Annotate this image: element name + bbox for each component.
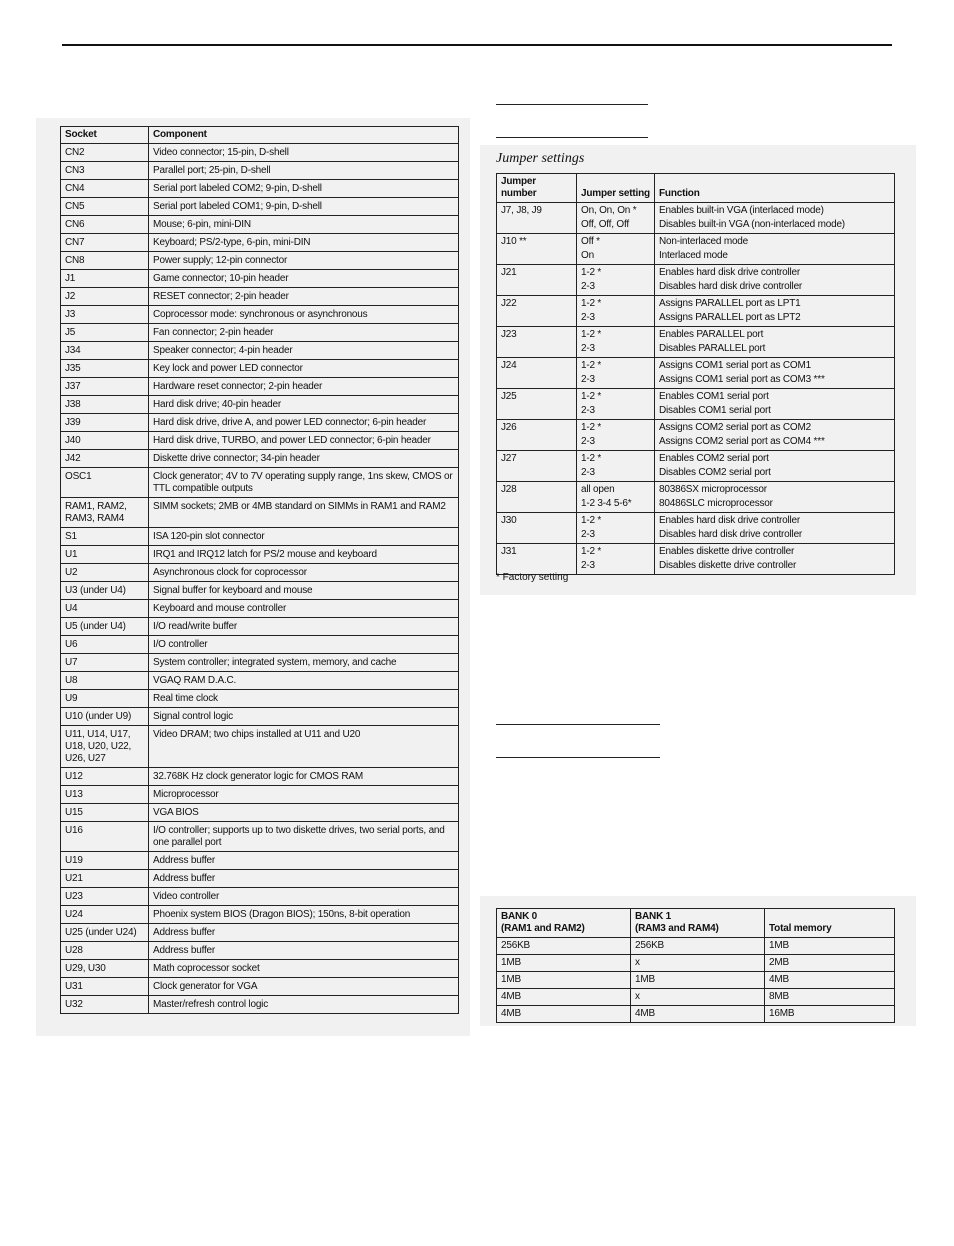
table-row xyxy=(61,978,459,996)
jumper-setting-value: 2-3 xyxy=(581,374,595,385)
jumper-setting-cell xyxy=(577,234,655,265)
jumper-function-text: 80386SX microprocessor xyxy=(659,484,767,495)
component-cell: I/O controller xyxy=(149,636,459,654)
socket-cell: S1 xyxy=(61,528,149,546)
table-row xyxy=(61,198,459,216)
jumper-setting-cell xyxy=(577,358,655,389)
component-cell: Diskette drive connector; 34-pin header xyxy=(149,450,459,468)
component-cell: Serial port labeled COM1; 9-pin, D-shell xyxy=(149,198,459,216)
table-row xyxy=(61,162,459,180)
jumper-setting-value: Off * xyxy=(581,236,600,247)
component-cell: Game connector; 10-pin header xyxy=(149,270,459,288)
socket-cell: U21 xyxy=(61,870,149,888)
component-cell: Hard disk drive, drive A, and power LED connector; 6-pin header xyxy=(149,414,459,432)
blank-heading-rule-4 xyxy=(496,757,660,758)
table-row xyxy=(497,389,895,420)
component-cell: Power supply; 12-pin connector xyxy=(149,252,459,270)
jumper-setting-cell xyxy=(577,544,655,575)
socket-cell: U15 xyxy=(61,804,149,822)
table-row xyxy=(61,636,459,654)
component-cell: Address buffer xyxy=(149,924,459,942)
table-row xyxy=(61,234,459,252)
jumper-function-text: Enables COM2 serial port xyxy=(659,453,769,464)
component-cell: Key lock and power LED connector xyxy=(149,360,459,378)
table-row xyxy=(497,955,895,972)
jumper-setting-cell xyxy=(577,296,655,327)
factory-setting-footnote: * Factory setting xyxy=(496,572,569,583)
table-row xyxy=(497,482,895,513)
jumper-setting-value: 2-3 xyxy=(581,467,595,478)
jumper-setting-value: 1-2 * xyxy=(581,453,602,464)
table-row xyxy=(497,972,895,989)
jumper-function-text: Assigns PARALLEL port as LPT1 xyxy=(659,298,801,309)
jumper-settings-caption: Jumper settings xyxy=(496,151,585,166)
jumper-function-text: Disables PARALLEL port xyxy=(659,343,766,354)
jumper-setting-value: 1-2 * xyxy=(581,267,602,278)
socket-cell: J38 xyxy=(61,396,149,414)
jumper-setting-value: Off, Off, Off xyxy=(581,219,629,230)
component-cell: Coprocessor mode: synchronous or asynchronous xyxy=(149,306,459,324)
socket-cell: CN3 xyxy=(61,162,149,180)
table-row xyxy=(61,618,459,636)
bank0-cell: 1MB xyxy=(497,955,631,972)
jumper-function-text: Disables built-in VGA (non-interlaced mode) xyxy=(659,219,845,230)
jumper-function-text: Enables COM1 serial port xyxy=(659,391,769,402)
table-row xyxy=(497,544,895,575)
socket-cell: J34 xyxy=(61,342,149,360)
component-cell: Hard disk drive; 40-pin header xyxy=(149,396,459,414)
socket-cell: U7 xyxy=(61,654,149,672)
table-row xyxy=(61,378,459,396)
jumper-function-text: Enables hard disk drive controller xyxy=(659,267,801,278)
jumper-function-cell xyxy=(655,358,895,389)
socket-cell: U3 (under U4) xyxy=(61,582,149,600)
bank0-cell: 256KB xyxy=(497,938,631,955)
jumper-function-text: Disables COM1 serial port xyxy=(659,405,771,416)
component-cell: IRQ1 and IRQ12 latch for PS/2 mouse and keyboard xyxy=(149,546,459,564)
socket-cell: CN2 xyxy=(61,144,149,162)
jumper-setting-value: 2-3 xyxy=(581,343,595,354)
table-row xyxy=(497,451,895,482)
memory-table-header-row xyxy=(497,909,895,938)
socket-cell: U5 (under U4) xyxy=(61,618,149,636)
component-cell: Keyboard and mouse controller xyxy=(149,600,459,618)
socket-cell: U10 (under U9) xyxy=(61,708,149,726)
socket-cell: U1 xyxy=(61,546,149,564)
table-row xyxy=(61,582,459,600)
jumper-setting-value: 1-2 * xyxy=(581,391,602,402)
table-row xyxy=(61,708,459,726)
bank1-cell: x xyxy=(631,955,765,972)
total-memory-header: Total memory xyxy=(765,909,895,938)
socket-cell: U31 xyxy=(61,978,149,996)
table-row xyxy=(61,690,459,708)
jumper-function-cell xyxy=(655,203,895,234)
jumper-function-cell xyxy=(655,234,895,265)
blank-heading-rule-1 xyxy=(496,104,648,105)
component-cell: VGA BIOS xyxy=(149,804,459,822)
socket-cell: J40 xyxy=(61,432,149,450)
component-cell: Mouse; 6-pin, mini-DIN xyxy=(149,216,459,234)
jumper-function-text: Assigns COM1 serial port as COM3 *** xyxy=(659,374,825,385)
jumper-function-text: Disables hard disk drive controller xyxy=(659,281,803,292)
component-cell: Speaker connector; 4-pin header xyxy=(149,342,459,360)
jumper-setting-value: 2-3 xyxy=(581,560,595,571)
jumper-setting-cell xyxy=(577,327,655,358)
component-cell: System controller; integrated system, memory, and cache xyxy=(149,654,459,672)
bank0-header xyxy=(497,909,631,938)
socket-cell: J1 xyxy=(61,270,149,288)
table-row xyxy=(61,906,459,924)
table-row xyxy=(61,804,459,822)
jumper-function-cell xyxy=(655,327,895,358)
table-row xyxy=(61,342,459,360)
jumper-function-cell xyxy=(655,513,895,544)
bank1-cell: x xyxy=(631,989,765,1006)
jumper-function-text: Assigns COM2 serial port as COM4 *** xyxy=(659,436,825,447)
component-cell: Clock generator for VGA xyxy=(149,978,459,996)
jumper-number-cell: J21 xyxy=(497,265,577,296)
bank1-header-line2: (RAM3 and RAM4) xyxy=(635,923,719,934)
jumper-function-text: Enables PARALLEL port xyxy=(659,329,764,340)
jumper-setting-header: Jumper setting xyxy=(577,174,655,203)
jumper-function-text: Non-interlaced mode xyxy=(659,236,749,247)
jumper-number-cell: J7, J8, J9 xyxy=(497,203,577,234)
socket-cell: J39 xyxy=(61,414,149,432)
table-row xyxy=(61,396,459,414)
jumper-setting-cell xyxy=(577,513,655,544)
socket-cell: U11, U14, U17, U18, U20, U22, U26, U27 xyxy=(61,726,149,768)
table-row xyxy=(497,265,895,296)
table-row xyxy=(61,600,459,618)
bank0-cell: 4MB xyxy=(497,1006,631,1023)
socket-cell: U6 xyxy=(61,636,149,654)
jumper-function-text: 80486SLC microprocessor xyxy=(659,498,773,509)
jumper-setting-value: all open xyxy=(581,484,615,495)
socket-cell: CN5 xyxy=(61,198,149,216)
socket-cell: J2 xyxy=(61,288,149,306)
table-row xyxy=(497,420,895,451)
jumper-number-cell: J24 xyxy=(497,358,577,389)
socket-cell: U25 (under U24) xyxy=(61,924,149,942)
table-row xyxy=(61,870,459,888)
table-row xyxy=(61,726,459,768)
table-row xyxy=(61,432,459,450)
component-cell: Hard disk drive, TURBO, and power LED connector; 6-pin header xyxy=(149,432,459,450)
bank0-cell: 1MB xyxy=(497,972,631,989)
table-row xyxy=(61,546,459,564)
bank1-cell: 256KB xyxy=(631,938,765,955)
table-row xyxy=(61,144,459,162)
table-row xyxy=(497,989,895,1006)
bank1-cell: 4MB xyxy=(631,1006,765,1023)
component-cell: RESET connector; 2-pin header xyxy=(149,288,459,306)
socket-cell: U19 xyxy=(61,852,149,870)
socket-cell: CN4 xyxy=(61,180,149,198)
table-row xyxy=(61,888,459,906)
total-memory-cell: 16MB xyxy=(765,1006,895,1023)
table-row xyxy=(497,513,895,544)
table-row xyxy=(61,360,459,378)
table-row xyxy=(61,468,459,498)
table-row xyxy=(61,180,459,198)
table-row xyxy=(61,786,459,804)
jumper-setting-value: 1-2 * xyxy=(581,360,602,371)
socket-cell: J35 xyxy=(61,360,149,378)
jumper-setting-value: 1-2 3-4 5-6* xyxy=(581,498,632,509)
jumper-setting-value: 2-3 xyxy=(581,529,595,540)
component-cell: I/O read/write buffer xyxy=(149,618,459,636)
bank1-cell: 1MB xyxy=(631,972,765,989)
jumper-setting-value: 2-3 xyxy=(581,281,595,292)
socket-cell: OSC1 xyxy=(61,468,149,498)
jumper-function-text: Enables diskette drive controller xyxy=(659,546,795,557)
jumper-function-cell xyxy=(655,544,895,575)
jumper-function-text: Disables diskette drive controller xyxy=(659,560,797,571)
jumper-number-cell: J10 ** xyxy=(497,234,577,265)
table-row xyxy=(497,203,895,234)
table-row xyxy=(497,938,895,955)
bank1-header xyxy=(631,909,765,938)
table-row xyxy=(61,270,459,288)
socket-table-header-row xyxy=(61,127,459,144)
bank1-header-line1: BANK 1 xyxy=(635,911,672,922)
jumper-setting-value: On xyxy=(581,250,594,261)
component-cell: Keyboard; PS/2-type, 6-pin, mini-DIN xyxy=(149,234,459,252)
socket-cell: U23 xyxy=(61,888,149,906)
socket-cell: CN8 xyxy=(61,252,149,270)
socket-cell: RAM1, RAM2, RAM3, RAM4 xyxy=(61,498,149,528)
jumper-function-cell xyxy=(655,482,895,513)
table-row xyxy=(61,768,459,786)
socket-cell: U28 xyxy=(61,942,149,960)
component-cell: Asynchronous clock for coprocessor xyxy=(149,564,459,582)
jumper-setting-value: On, On, On * xyxy=(581,205,637,216)
jumper-function-text: Assigns PARALLEL port as LPT2 xyxy=(659,312,801,323)
jumper-function-text: Disables hard disk drive controller xyxy=(659,529,803,540)
component-cell: Video controller xyxy=(149,888,459,906)
socket-cell: CN7 xyxy=(61,234,149,252)
jumper-function-text: Enables built-in VGA (interlaced mode) xyxy=(659,205,824,216)
table-row xyxy=(61,924,459,942)
jumper-setting-value: 2-3 xyxy=(581,312,595,323)
socket-component-table xyxy=(60,126,459,1014)
jumper-number-cell: J30 xyxy=(497,513,577,544)
jumper-setting-cell xyxy=(577,420,655,451)
jumper-function-text: Enables hard disk drive controller xyxy=(659,515,801,526)
component-cell: Video DRAM; two chips installed at U11 and U20 xyxy=(149,726,459,768)
table-row xyxy=(61,252,459,270)
component-cell: Real time clock xyxy=(149,690,459,708)
component-cell: 32.768K Hz clock generator logic for CMOS RAM xyxy=(149,768,459,786)
component-cell: Address buffer xyxy=(149,942,459,960)
page-top-rule xyxy=(62,44,892,46)
jumper-setting-cell xyxy=(577,389,655,420)
table-row xyxy=(61,528,459,546)
table-row xyxy=(61,498,459,528)
table-row xyxy=(61,942,459,960)
bank0-header-line2: (RAM1 and RAM2) xyxy=(501,923,585,934)
jumper-setting-cell xyxy=(577,482,655,513)
table-row xyxy=(61,324,459,342)
jumper-setting-value: 2-3 xyxy=(581,405,595,416)
component-cell: Master/refresh control logic xyxy=(149,996,459,1014)
socket-cell: J37 xyxy=(61,378,149,396)
jumper-number-header: Jumper number xyxy=(497,174,577,203)
jumper-function-cell xyxy=(655,265,895,296)
socket-cell: J3 xyxy=(61,306,149,324)
table-row xyxy=(61,564,459,582)
table-row xyxy=(61,450,459,468)
bank0-cell: 4MB xyxy=(497,989,631,1006)
component-header-cell: Component xyxy=(149,127,459,144)
component-cell: Address buffer xyxy=(149,852,459,870)
component-cell: Microprocessor xyxy=(149,786,459,804)
socket-cell: U16 xyxy=(61,822,149,852)
jumper-number-cell: J31 xyxy=(497,544,577,575)
table-row xyxy=(61,822,459,852)
jumper-settings-table xyxy=(496,173,895,575)
table-row xyxy=(61,996,459,1014)
jumper-number-cell: J27 xyxy=(497,451,577,482)
jumper-function-cell xyxy=(655,451,895,482)
component-cell: Signal buffer for keyboard and mouse xyxy=(149,582,459,600)
table-row xyxy=(61,672,459,690)
socket-cell: U13 xyxy=(61,786,149,804)
socket-header-cell: Socket xyxy=(61,127,149,144)
socket-cell: U32 xyxy=(61,996,149,1014)
jumper-function-text: Assigns COM1 serial port as COM1 xyxy=(659,360,811,371)
table-row xyxy=(497,327,895,358)
jumper-setting-value: 1-2 * xyxy=(581,298,602,309)
jumper-setting-value: 1-2 * xyxy=(581,422,602,433)
memory-configuration-table xyxy=(496,908,895,1023)
socket-cell: CN6 xyxy=(61,216,149,234)
component-cell: Serial port labeled COM2; 9-pin, D-shell xyxy=(149,180,459,198)
component-cell: Clock generator; 4V to 7V operating supply range, 1ns skew, CMOS or TTL compatible outputs xyxy=(149,468,459,498)
table-row xyxy=(61,414,459,432)
total-memory-cell: 2MB xyxy=(765,955,895,972)
component-cell: Math coprocessor socket xyxy=(149,960,459,978)
component-cell: I/O controller; supports up to two diskette drives, two serial ports, and one parallel port xyxy=(149,822,459,852)
jumper-number-cell: J23 xyxy=(497,327,577,358)
component-cell: Signal control logic xyxy=(149,708,459,726)
socket-cell: U24 xyxy=(61,906,149,924)
jumper-function-cell xyxy=(655,296,895,327)
jumper-function-cell xyxy=(655,420,895,451)
jumper-setting-value: 2-3 xyxy=(581,436,595,447)
table-row xyxy=(497,1006,895,1023)
jumper-number-cell: J25 xyxy=(497,389,577,420)
component-cell: ISA 120-pin slot connector xyxy=(149,528,459,546)
component-cell: Parallel port; 25-pin, D-shell xyxy=(149,162,459,180)
socket-cell: J5 xyxy=(61,324,149,342)
socket-cell: U29, U30 xyxy=(61,960,149,978)
blank-heading-rule-2 xyxy=(496,137,648,138)
jumper-table-header-row xyxy=(497,174,895,203)
table-row xyxy=(61,960,459,978)
jumper-function-cell xyxy=(655,389,895,420)
component-cell: Video connector; 15-pin, D-shell xyxy=(149,144,459,162)
table-row xyxy=(61,852,459,870)
jumper-function-text: Assigns COM2 serial port as COM2 xyxy=(659,422,811,433)
component-cell: SIMM sockets; 2MB or 4MB standard on SIMMs in RAM1 and RAM2 xyxy=(149,498,459,528)
socket-cell: U4 xyxy=(61,600,149,618)
jumper-setting-cell xyxy=(577,203,655,234)
table-row xyxy=(497,296,895,327)
jumper-setting-value: 1-2 * xyxy=(581,515,602,526)
table-row xyxy=(497,358,895,389)
component-cell: Hardware reset connector; 2-pin header xyxy=(149,378,459,396)
jumper-number-cell: J28 xyxy=(497,482,577,513)
table-row xyxy=(61,216,459,234)
component-cell: Fan connector; 2-pin header xyxy=(149,324,459,342)
total-memory-cell: 4MB xyxy=(765,972,895,989)
jumper-setting-cell xyxy=(577,451,655,482)
table-row xyxy=(61,654,459,672)
jumper-number-cell: J26 xyxy=(497,420,577,451)
jumper-number-cell: J22 xyxy=(497,296,577,327)
blank-heading-rule-3 xyxy=(496,724,660,725)
jumper-setting-value: 1-2 * xyxy=(581,546,602,557)
total-memory-cell: 1MB xyxy=(765,938,895,955)
socket-cell: J42 xyxy=(61,450,149,468)
component-cell: VGAQ RAM D.A.C. xyxy=(149,672,459,690)
jumper-setting-cell xyxy=(577,265,655,296)
jumper-function-text: Interlaced mode xyxy=(659,250,728,261)
function-header: Function xyxy=(655,174,895,203)
jumper-setting-value: 1-2 * xyxy=(581,329,602,340)
table-row xyxy=(497,234,895,265)
bank0-header-line1: BANK 0 xyxy=(501,911,538,922)
jumper-function-text: Disables COM2 serial port xyxy=(659,467,771,478)
socket-cell: U9 xyxy=(61,690,149,708)
table-row xyxy=(61,288,459,306)
component-cell: Phoenix system BIOS (Dragon BIOS); 150ns, 8-bit operation xyxy=(149,906,459,924)
total-memory-cell: 8MB xyxy=(765,989,895,1006)
component-cell: Address buffer xyxy=(149,870,459,888)
table-row xyxy=(61,306,459,324)
socket-cell: U8 xyxy=(61,672,149,690)
socket-cell: U12 xyxy=(61,768,149,786)
socket-cell: U2 xyxy=(61,564,149,582)
